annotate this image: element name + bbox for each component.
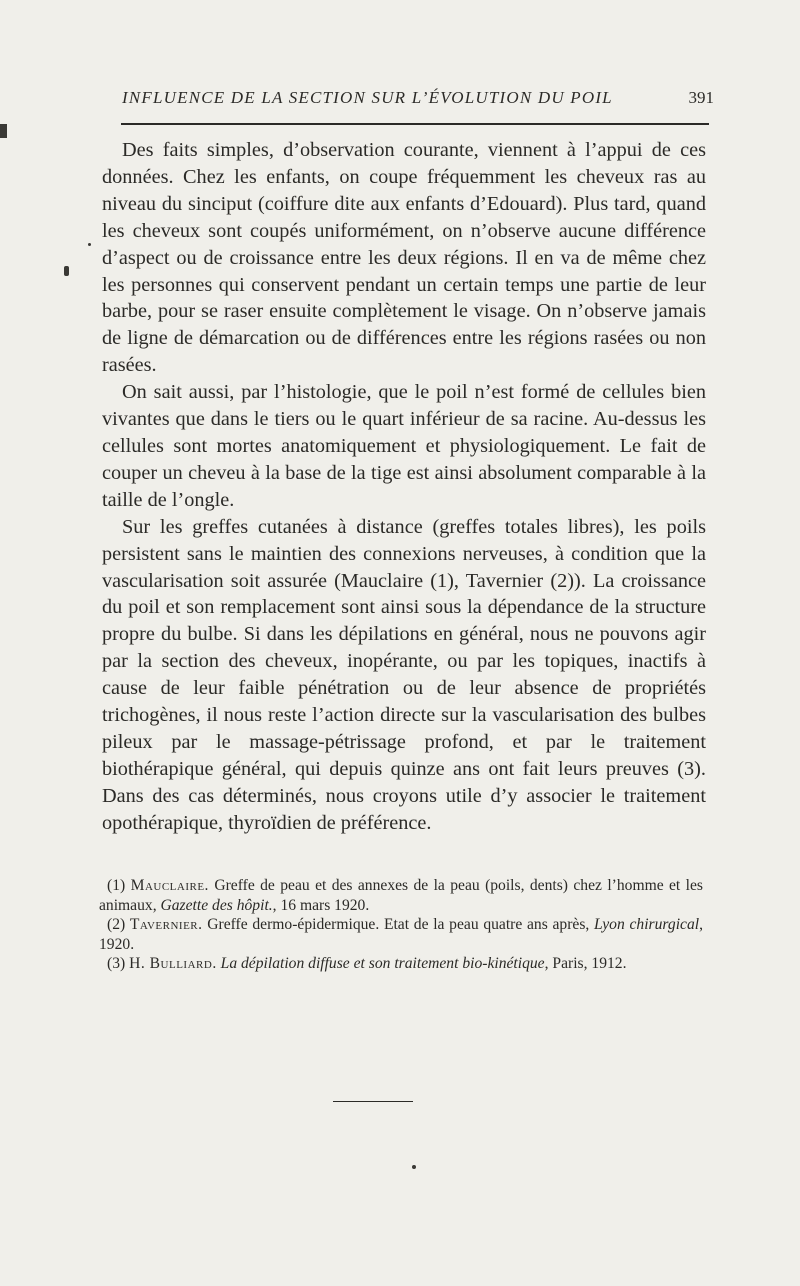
margin-mark bbox=[64, 266, 69, 276]
paragraph-1: Des faits simples, d’observation courante, viennent à l’appui de ces données. Chez les enfants, on coupe fréquemment les cheveux ras au niveau du sinciput (coiffure dite aux enfants d’Edouard). Plus tard, quand les cheveux sont coupés uniformément, on n’observe aucune différence d’aspect ou de croissance entre les deux régions. Il en va de même chez les personnes qui conservent pendant un certain temps une partie de leur barbe, pour se raser ensuite complètement le visage. On n’observe jamais de ligne de démarcation ou de différences entre les régions rasées ou non rasées. bbox=[102, 139, 706, 377]
header-rule bbox=[121, 123, 709, 125]
footnote-author: H. Bulliard. bbox=[129, 955, 217, 973]
footnote-2 bbox=[99, 915, 703, 954]
body-text bbox=[102, 137, 706, 837]
end-rule bbox=[333, 1101, 413, 1102]
footnote-source: Gazette des hôpit. bbox=[160, 896, 273, 914]
footnote-text: Greffe dermo-épidermique. Etat de la peau quatre ans après, bbox=[207, 916, 590, 934]
footnote-date: , Paris, 1912. bbox=[544, 955, 627, 973]
footnote-3 bbox=[99, 954, 703, 974]
footnote-text: Greffe de peau et des annexes de la peau (poils, dents) chez l’homme et les animaux, bbox=[99, 877, 703, 914]
footnote-marker: (1) bbox=[107, 877, 126, 894]
footnote-1 bbox=[99, 876, 703, 915]
footnotes bbox=[99, 876, 703, 974]
footnote-date: , 16 mars 1920. bbox=[272, 896, 370, 914]
footnote-author: Tavernier. bbox=[129, 916, 203, 934]
running-title: INFLUENCE DE LA SECTION SUR L’ÉVOLUTION DU POIL bbox=[122, 88, 613, 107]
footnote-date: , 1920. bbox=[99, 916, 703, 953]
footnote-marker: (3) bbox=[107, 955, 126, 973]
paragraph-2: On sait aussi, par l’histologie, que le poil n’est formé de cellules bien vivantes que dans le tiers ou le quart inférieur de sa racine. Au-dessus les cellules sont mortes anatomiquement et physiologiquement. Le fait de couper un cheveu à la base de la tige est ainsi absolument comparable à la taille de l’ongle. bbox=[102, 381, 706, 511]
page-speck bbox=[412, 1165, 416, 1169]
footnote-marker: (2) bbox=[107, 916, 126, 934]
footnote-source: La dépilation diffuse et son traitement bio-kinétique bbox=[220, 955, 545, 973]
footnote-source: Lyon chirurgical bbox=[594, 916, 700, 934]
paragraph-3: Sur les greffes cutanées à distance (greffes totales libres), les poils persistent sans le maintien des connexions nerveuses, à condition que la vascularisation soit assurée (Mauclaire (1), Tavernier (2)). La croissance du poil et son remplacement sont ainsi sous la dépendance de la structure propre du bulbe. Si dans les dépilations en général, nous ne pouvons agir par la section des cheveux, inopérante, ou par les topiques, inactifs à cause de leur faible pénétration ou de leur absence de propriétés trichogènes, il nous reste l’action directe sur la vascularisation des bulbes pileux par le massage-pétrissage profond, et par le traitement biothérapique général, qui depuis quinze ans ont fait leurs preuves (3). Dans des cas déterminés, nous croyons utile d’y associer le traitement opothérapique, thyroïdien de préférence. bbox=[102, 515, 706, 834]
page-number: 391 bbox=[688, 88, 714, 107]
margin-mark bbox=[0, 124, 7, 138]
footnote-author: Mauclaire. bbox=[130, 877, 209, 894]
margin-mark bbox=[88, 243, 91, 246]
